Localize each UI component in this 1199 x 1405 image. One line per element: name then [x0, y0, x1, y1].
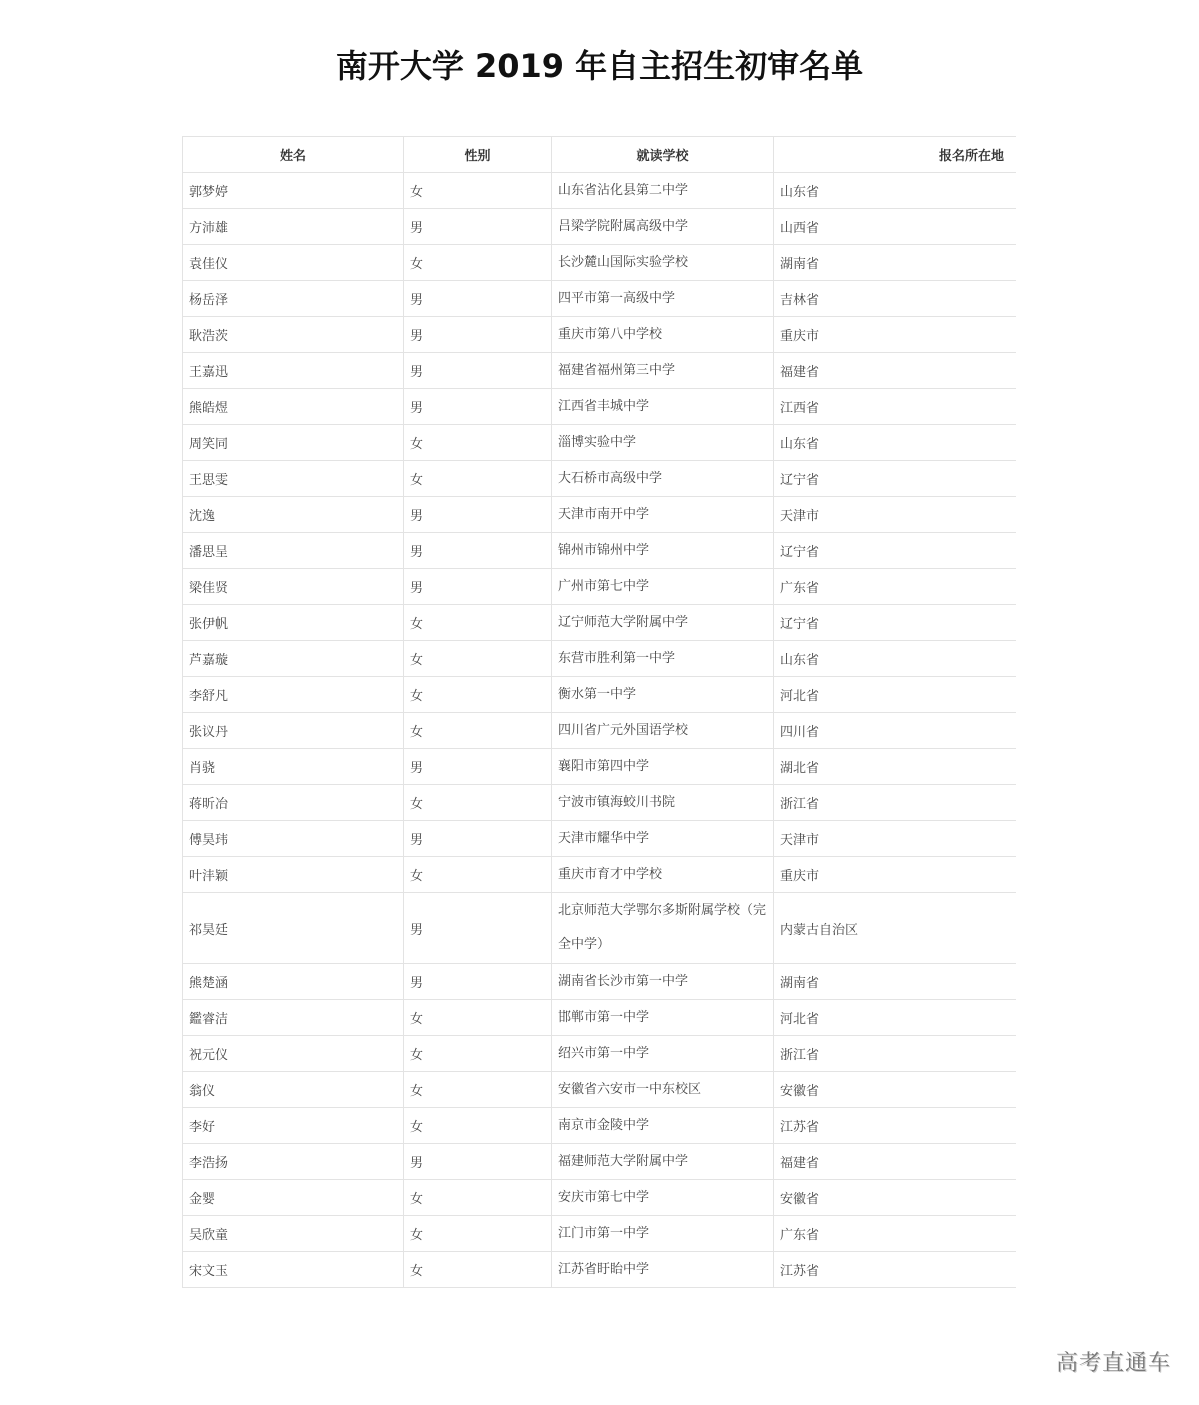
cell-location: 天津市	[774, 497, 1017, 533]
cell-name: 梁佳贤	[183, 569, 404, 605]
cell-gender: 女	[404, 425, 552, 461]
table-row	[183, 245, 1017, 281]
header-school: 就读学校	[552, 137, 774, 173]
cell-school: 广州市第七中学	[552, 569, 774, 605]
cell-school: 四川省广元外国语学校	[552, 713, 774, 749]
cell-school: 四平市第一高级中学	[552, 281, 774, 317]
cell-gender: 女	[404, 785, 552, 821]
cell-gender: 男	[404, 749, 552, 785]
cell-location: 广东省	[774, 569, 1017, 605]
cell-school: 福建省福州第三中学	[552, 353, 774, 389]
cell-school: 福建师范大学附属中学	[552, 1144, 774, 1180]
cell-gender: 男	[404, 317, 552, 353]
table-row	[183, 1216, 1017, 1252]
table-row	[183, 173, 1017, 209]
cell-gender: 女	[404, 1036, 552, 1072]
cell-location: 四川省	[774, 713, 1017, 749]
cell-location: 湖南省	[774, 245, 1017, 281]
table-row	[183, 1108, 1017, 1144]
table-row	[183, 1180, 1017, 1216]
cell-name: 翁仪	[183, 1072, 404, 1108]
cell-gender: 男	[404, 353, 552, 389]
table-row	[183, 605, 1017, 641]
cell-name: 杨岳泽	[183, 281, 404, 317]
header-name: 姓名	[183, 137, 404, 173]
cell-name: 蒋昕冶	[183, 785, 404, 821]
table-row	[183, 1252, 1017, 1288]
cell-school: 襄阳市第四中学	[552, 749, 774, 785]
cell-name: 沈逸	[183, 497, 404, 533]
cell-location: 内蒙古自治区	[774, 893, 1017, 964]
cell-gender: 男	[404, 533, 552, 569]
cell-name: 李好	[183, 1108, 404, 1144]
cell-gender: 女	[404, 1000, 552, 1036]
cell-location: 吉林省	[774, 281, 1017, 317]
cell-name: 王嘉迅	[183, 353, 404, 389]
header-location: 报名所在地	[774, 137, 1017, 173]
table-row	[183, 857, 1017, 893]
cell-school: 湖南省长沙市第一中学	[552, 964, 774, 1000]
watermark: 高考直通车	[1055, 1351, 1171, 1376]
cell-name: 方沛雄	[183, 209, 404, 245]
cell-name: 熊楚涵	[183, 964, 404, 1000]
cell-gender: 男	[404, 497, 552, 533]
table-row	[183, 677, 1017, 713]
cell-location: 浙江省	[774, 1036, 1017, 1072]
cell-name: 王思雯	[183, 461, 404, 497]
cell-gender: 男	[404, 964, 552, 1000]
cell-name: 肖骁	[183, 749, 404, 785]
table-row	[183, 641, 1017, 677]
table-row	[183, 281, 1017, 317]
cell-school: 长沙麓山国际实验学校	[552, 245, 774, 281]
table-row	[183, 713, 1017, 749]
cell-location: 山东省	[774, 173, 1017, 209]
admission-list-table	[182, 136, 1016, 1288]
cell-school: 淄博实验中学	[552, 425, 774, 461]
cell-school: 北京师范大学鄂尔多斯附属学校（完全中学）	[552, 893, 774, 964]
cell-school: 安庆市第七中学	[552, 1180, 774, 1216]
table-row	[183, 317, 1017, 353]
cell-name: 张伊帆	[183, 605, 404, 641]
table-row	[183, 1000, 1017, 1036]
cell-gender: 女	[404, 605, 552, 641]
cell-name: 周笑同	[183, 425, 404, 461]
table-row	[183, 533, 1017, 569]
cell-location: 福建省	[774, 1144, 1017, 1180]
cell-location: 山东省	[774, 641, 1017, 677]
cell-location: 河北省	[774, 1000, 1017, 1036]
cell-gender: 女	[404, 1252, 552, 1288]
cell-name: 祝元仪	[183, 1036, 404, 1072]
cell-name: 鑑睿洁	[183, 1000, 404, 1036]
cell-gender: 女	[404, 1180, 552, 1216]
cell-name: 李舒凡	[183, 677, 404, 713]
cell-school: 安徽省六安市一中东校区	[552, 1072, 774, 1108]
cell-name: 吴欣童	[183, 1216, 404, 1252]
cell-name: 金婴	[183, 1180, 404, 1216]
cell-name: 潘思呈	[183, 533, 404, 569]
table-row	[183, 1036, 1017, 1072]
cell-gender: 男	[404, 209, 552, 245]
table-row	[183, 497, 1017, 533]
cell-location: 湖南省	[774, 964, 1017, 1000]
cell-name: 袁佳仪	[183, 245, 404, 281]
cell-location: 山东省	[774, 425, 1017, 461]
cell-school: 天津市南开中学	[552, 497, 774, 533]
cell-location: 福建省	[774, 353, 1017, 389]
cell-name: 李浩扬	[183, 1144, 404, 1180]
cell-school: 锦州市锦州中学	[552, 533, 774, 569]
admission-list-table-container	[182, 136, 1016, 1288]
table-row	[183, 893, 1017, 964]
table-row	[183, 461, 1017, 497]
cell-gender: 女	[404, 1216, 552, 1252]
header-gender: 性别	[404, 137, 552, 173]
cell-location: 辽宁省	[774, 533, 1017, 569]
cell-gender: 男	[404, 569, 552, 605]
cell-gender: 男	[404, 893, 552, 964]
cell-school: 重庆市第八中学校	[552, 317, 774, 353]
cell-name: 郭梦婷	[183, 173, 404, 209]
cell-gender: 男	[404, 389, 552, 425]
cell-gender: 女	[404, 173, 552, 209]
cell-location: 重庆市	[774, 857, 1017, 893]
cell-school: 宁波市镇海蛟川书院	[552, 785, 774, 821]
cell-gender: 女	[404, 641, 552, 677]
cell-location: 河北省	[774, 677, 1017, 713]
cell-name: 傅昊玮	[183, 821, 404, 857]
table-header-row	[183, 137, 1017, 173]
page-title: 南开大学 2019 年自主招生初审名单	[335, 47, 864, 85]
cell-school: 江苏省盱眙中学	[552, 1252, 774, 1288]
cell-gender: 女	[404, 461, 552, 497]
table-row	[183, 569, 1017, 605]
cell-school: 重庆市育才中学校	[552, 857, 774, 893]
cell-school: 江门市第一中学	[552, 1216, 774, 1252]
cell-name: 祁昊廷	[183, 893, 404, 964]
cell-location: 浙江省	[774, 785, 1017, 821]
cell-gender: 男	[404, 821, 552, 857]
cell-name: 耿浩茨	[183, 317, 404, 353]
cell-location: 江苏省	[774, 1108, 1017, 1144]
cell-gender: 女	[404, 245, 552, 281]
cell-gender: 女	[404, 1072, 552, 1108]
cell-school: 辽宁师范大学附属中学	[552, 605, 774, 641]
cell-school: 南京市金陵中学	[552, 1108, 774, 1144]
cell-location: 重庆市	[774, 317, 1017, 353]
cell-location: 安徽省	[774, 1180, 1017, 1216]
cell-location: 湖北省	[774, 749, 1017, 785]
cell-location: 辽宁省	[774, 605, 1017, 641]
cell-gender: 女	[404, 857, 552, 893]
table-row	[183, 785, 1017, 821]
table-body	[183, 173, 1017, 1288]
cell-location: 安徽省	[774, 1072, 1017, 1108]
cell-gender: 男	[404, 281, 552, 317]
cell-gender: 女	[404, 677, 552, 713]
table-row	[183, 749, 1017, 785]
cell-location: 天津市	[774, 821, 1017, 857]
cell-school: 邯郸市第一中学	[552, 1000, 774, 1036]
cell-name: 张议丹	[183, 713, 404, 749]
cell-name: 熊皓煜	[183, 389, 404, 425]
cell-location: 江西省	[774, 389, 1017, 425]
table-row	[183, 353, 1017, 389]
cell-name: 叶沣颖	[183, 857, 404, 893]
cell-school: 天津市耀华中学	[552, 821, 774, 857]
table-row	[183, 209, 1017, 245]
cell-school: 江西省丰城中学	[552, 389, 774, 425]
cell-school: 大石桥市高级中学	[552, 461, 774, 497]
cell-school: 绍兴市第一中学	[552, 1036, 774, 1072]
table-row	[183, 389, 1017, 425]
table-row	[183, 1144, 1017, 1180]
cell-gender: 女	[404, 713, 552, 749]
cell-school: 衡水第一中学	[552, 677, 774, 713]
table-row	[183, 964, 1017, 1000]
cell-school: 吕梁学院附属高级中学	[552, 209, 774, 245]
cell-location: 山西省	[774, 209, 1017, 245]
cell-location: 辽宁省	[774, 461, 1017, 497]
cell-name: 芦嘉璇	[183, 641, 404, 677]
table-row	[183, 821, 1017, 857]
cell-location: 江苏省	[774, 1252, 1017, 1288]
cell-school: 山东省沾化县第二中学	[552, 173, 774, 209]
cell-gender: 男	[404, 1144, 552, 1180]
table-row	[183, 1072, 1017, 1108]
cell-school: 东营市胜利第一中学	[552, 641, 774, 677]
cell-location: 广东省	[774, 1216, 1017, 1252]
cell-gender: 女	[404, 1108, 552, 1144]
table-row	[183, 425, 1017, 461]
cell-name: 宋文玉	[183, 1252, 404, 1288]
